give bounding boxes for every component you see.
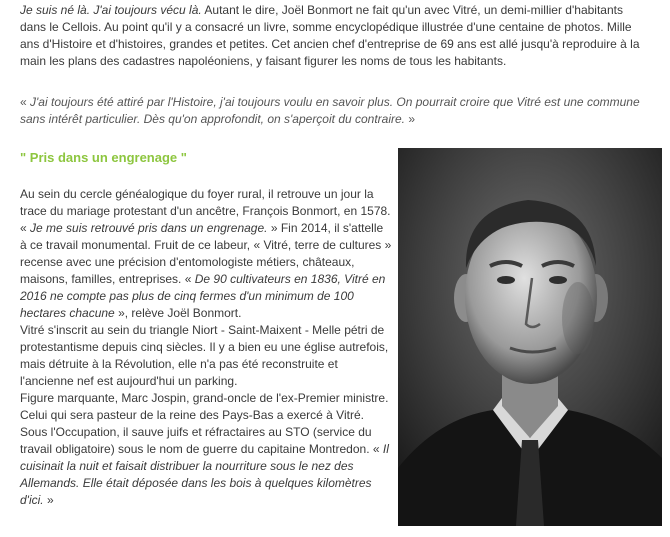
portrait-illustration xyxy=(398,148,662,526)
intro-paragraph xyxy=(20,2,650,70)
intro-quote: Je suis né là. J'ai toujours vécu là. xyxy=(20,3,202,17)
portrait-photo xyxy=(398,148,662,526)
quote-text: J'ai toujours été attiré par l'Histoire, j'ai toujours voulu en savoir plus. On pourrait croire que Vitré est une commune sans intérêt particulier. Dès qu'on approfondit, on s'aperçoit du contraire. xyxy=(20,95,640,126)
body-text-span: Figure marquante, Marc Jospin, grand-oncle de l'ex-Premier ministre. Celui qui sera pasteur de la reine des Pays-Bas a exercé à Vitré. Sous l'Occupation, il sauve juifs et réfractaires au STO (service du travail obligatoire) sous le nom de guerre du capitaine Montredon. « xyxy=(20,391,389,456)
body-text xyxy=(20,186,392,509)
body-paragraph-1 xyxy=(20,186,392,322)
body-quote-span: Il cuisinait la nuit et faisait distribuer la nourriture sous le nez des Allemands. Elle était déposée dans les bois à quelques kilomètres d'ici. xyxy=(20,442,389,507)
section-subheading: " Pris dans un engrenage " xyxy=(20,150,187,165)
body-text-span: », relève Joël Bonmort. xyxy=(114,306,242,320)
body-text-span: Au sein du cercle généalogique du foyer rural, il retrouve un jour la trace du mariage protestant d'un ancêtre, François Bonmort, en 1578. « xyxy=(20,187,391,235)
quote-close: » xyxy=(405,112,416,126)
body-quote-span: De 90 cultivateurs en 1836, Vitré en 2016 ne compte pas plus de cinq fermes d'un minimum de 100 hectares chacune xyxy=(20,272,386,320)
quote-open: « xyxy=(20,95,31,109)
body-paragraph-3 xyxy=(20,390,392,509)
pull-quote xyxy=(20,94,650,128)
body-text-span: » xyxy=(43,493,54,507)
body-quote-span: Je me suis retrouvé pris dans un engrenage. xyxy=(30,221,268,235)
body-paragraph-2: Vitré s'inscrit au sein du triangle Niort - Saint-Maixent - Melle pétri de protestantisme depuis cinq siècles. Il y a bien eu une église autrefois, mais détruite à la Révolution, elle n'a pas été reconstruite et l'ancienne nef est aujourd'hui un parking. xyxy=(20,323,389,388)
body-text-span: » Fin 2014, il s'attelle à ce travail monumental. Fruit de ce labeur, « Vitré, terre de cultures » recense avec une précision d'entomologiste métiers, châteaux, maisons, familles, entreprises. « xyxy=(20,221,392,286)
intro-text: Autant le dire, Joël Bonmort ne fait qu'un avec Vitré, un demi-millier d'habitants dans le Cellois. Au point qu'il y a consacré un livre, somme encyclopédique illustrée d'une centaine de photos. Mille ans d'Histoire et d'histoires, grandes et petites. Cet ancien chef d'entreprise de 69 ans est allé jusqu'à reproduire à la main les plans des cadastres napoléoniens, y faisant figurer les noms de tous les habitants. xyxy=(20,3,640,68)
